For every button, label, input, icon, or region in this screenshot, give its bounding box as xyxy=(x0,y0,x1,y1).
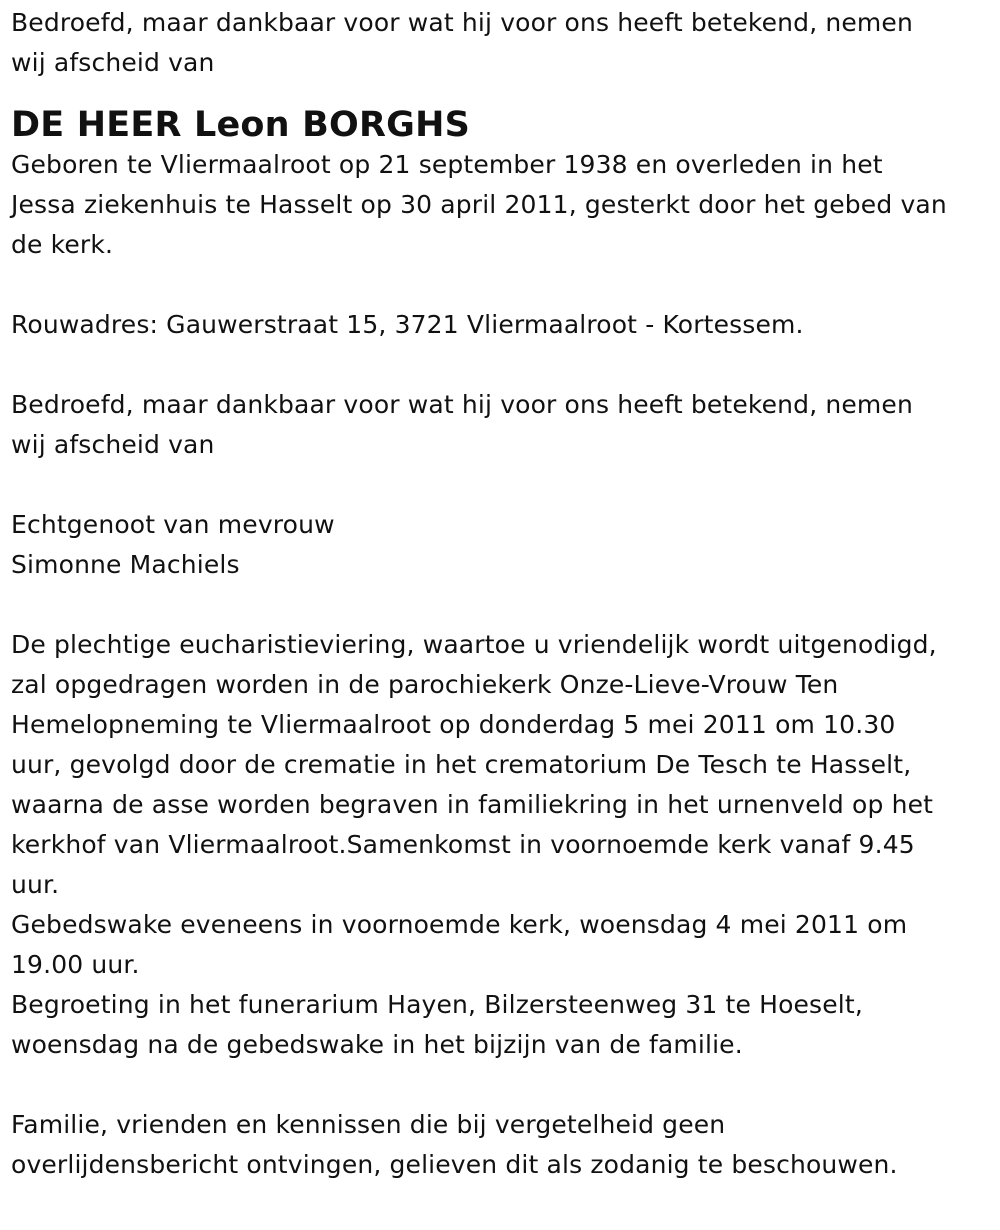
paragraph-spacer xyxy=(11,1065,993,1105)
birth-death-paragraph xyxy=(11,145,993,265)
mourning-address xyxy=(11,305,993,345)
ceremony-paragraph xyxy=(11,625,993,1065)
closing-paragraph xyxy=(11,1105,993,1185)
deceased-name-heading: DE HEER Leon BORGHS xyxy=(11,105,470,145)
address-line: Rouwadres: Gauwerstraat 15, 3721 Vliermaalroot - Kortessem. xyxy=(11,310,804,339)
repeat-intro-line: wij afscheid van xyxy=(11,430,215,459)
ceremony-line: uur. xyxy=(11,870,60,899)
paragraph-spacer xyxy=(11,265,993,305)
obituary-document xyxy=(11,3,993,1185)
ceremony-line: kerkhof van Vliermaalroot.Samenkomst in voornoemde kerk vanaf 9.45 xyxy=(11,830,915,859)
spouse-paragraph xyxy=(11,505,993,585)
paragraph-spacer xyxy=(11,585,993,625)
ceremony-line: 19.00 uur. xyxy=(11,950,140,979)
paragraph-spacer xyxy=(11,465,993,505)
ceremony-line: uur, gevolgd door de crematie in het crematorium De Tesch te Hasselt, xyxy=(11,750,912,779)
intro-paragraph xyxy=(11,3,993,83)
ceremony-line: De plechtige eucharistieviering, waartoe u vriendelijk wordt uitgenodigd, xyxy=(11,630,937,659)
ceremony-line: woensdag na de gebedswake in het bijzijn van de familie. xyxy=(11,1030,743,1059)
closing-line: overlijdensbericht ontvingen, gelieven dit als zodanig te beschouwen. xyxy=(11,1150,898,1179)
spouse-line: Echtgenoot van mevrouw xyxy=(11,510,335,539)
closing-line: Familie, vrienden en kennissen die bij vergetelheid geen xyxy=(11,1110,726,1139)
repeat-intro-paragraph xyxy=(11,385,993,465)
ceremony-line: waarna de asse worden begraven in familiekring in het urnenveld op het xyxy=(11,790,934,819)
intro-line: wij afscheid van xyxy=(11,48,215,77)
paragraph-spacer xyxy=(11,345,993,385)
birth-death-line: Geboren te Vliermaalroot op 21 september 1938 en overleden in het xyxy=(11,150,883,179)
spouse-name: Simonne Machiels xyxy=(11,550,240,579)
intro-line: Bedroefd, maar dankbaar voor wat hij voor ons heeft betekend, nemen xyxy=(11,8,913,37)
birth-death-line: de kerk. xyxy=(11,230,114,259)
ceremony-line: Gebedswake eveneens in voornoemde kerk, woensdag 4 mei 2011 om xyxy=(11,910,908,939)
ceremony-line: zal opgedragen worden in de parochiekerk Onze-Lieve-Vrouw Ten xyxy=(11,670,839,699)
ceremony-line: Hemelopneming te Vliermaalroot op donderdag 5 mei 2011 om 10.30 xyxy=(11,710,896,739)
ceremony-line: Begroeting in het funerarium Hayen, Bilzersteenweg 31 te Hoeselt, xyxy=(11,990,863,1019)
repeat-intro-line: Bedroefd, maar dankbaar voor wat hij voor ons heeft betekend, nemen xyxy=(11,390,913,419)
birth-death-line: Jessa ziekenhuis te Hasselt op 30 april 2011, gesterkt door het gebed van xyxy=(11,190,947,219)
